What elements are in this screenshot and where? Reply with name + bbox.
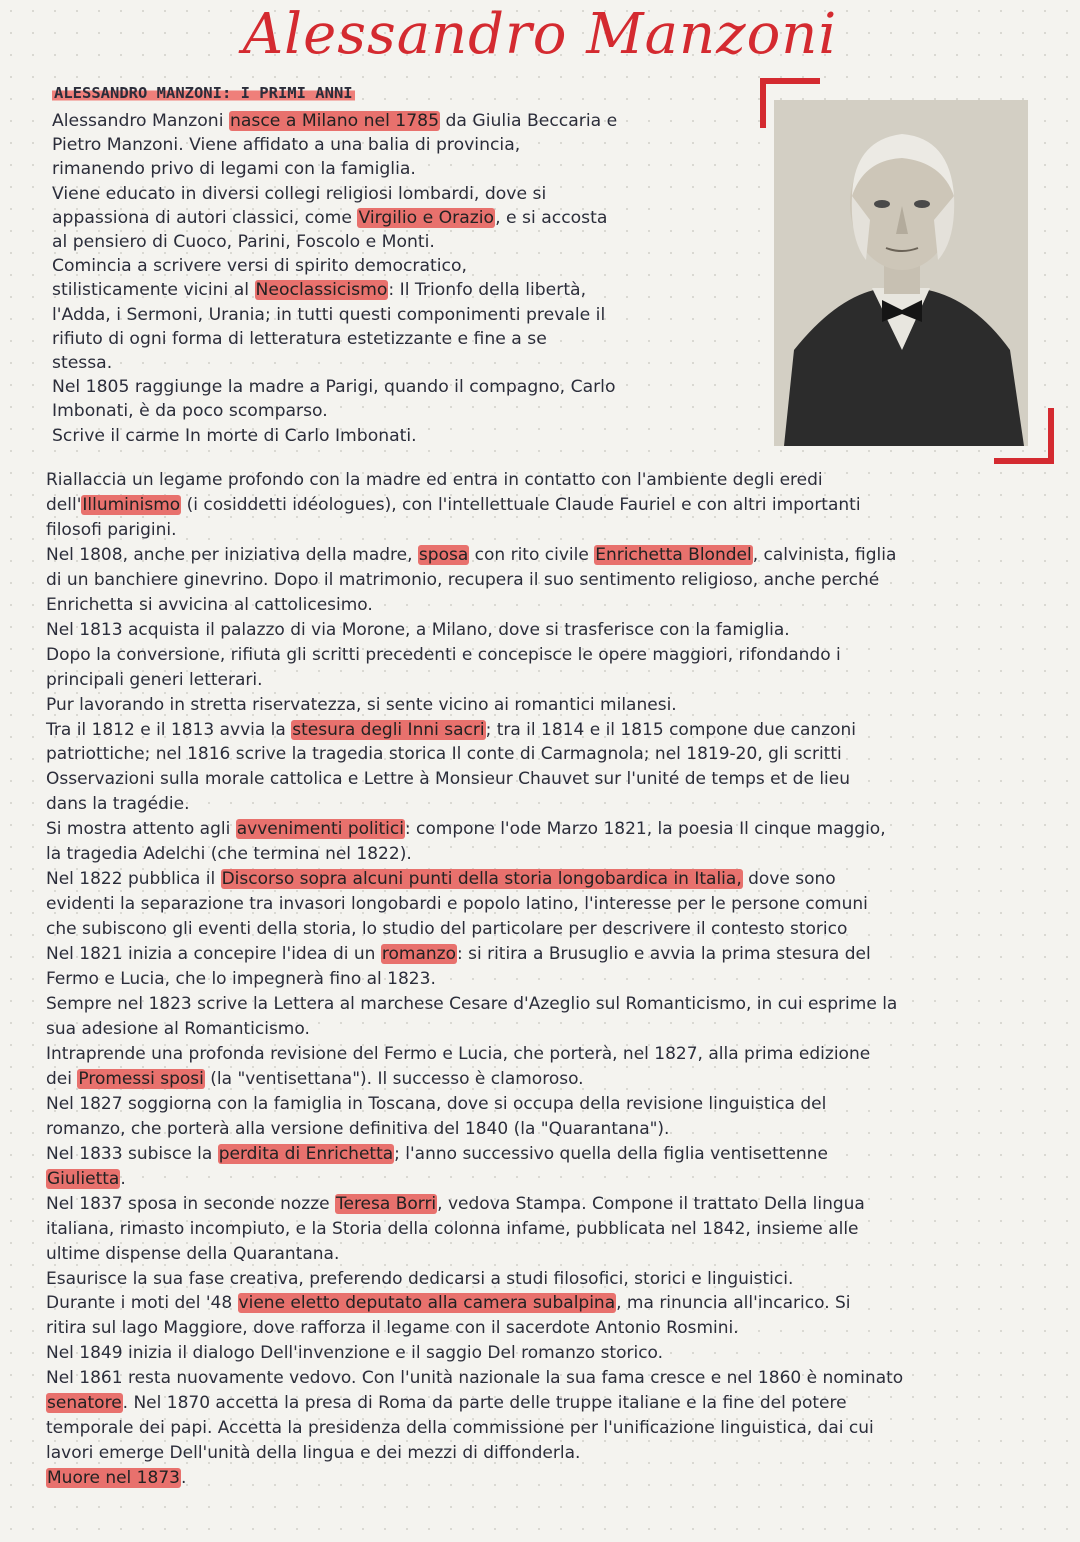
text-line xyxy=(46,792,903,817)
line-text: Nel 1808, anche per iniziativa della madre, xyxy=(46,544,418,565)
text-line xyxy=(46,1416,903,1441)
line-text: dans la tragédie. xyxy=(46,794,190,815)
line-text: Nel 1833 subisce la xyxy=(46,1143,218,1164)
text-line xyxy=(46,867,903,892)
text-line xyxy=(46,1042,903,1067)
text-line xyxy=(46,568,903,593)
text-line xyxy=(46,917,903,942)
line-text: Tra il 1812 e il 1813 avvia la xyxy=(46,719,292,740)
highlighted-text: Enrichetta Blondel xyxy=(595,544,752,565)
line-text: , vedova Stampa. Compone il trattato Della lingua xyxy=(437,1193,865,1214)
text-line xyxy=(46,1142,903,1167)
text-line xyxy=(46,1316,903,1341)
line-text: l'Adda, i Sermoni, Urania; in tutti questi componimenti prevale il xyxy=(52,304,606,325)
highlighted-text: sposa xyxy=(418,544,469,565)
line-text: . xyxy=(120,1168,126,1189)
highlighted-text: stesura degli Inni sacri xyxy=(292,719,485,740)
line-text: che subiscono gli eventi della storia, lo studio del particolare per descrivere il contesto storico xyxy=(46,919,848,940)
corner-bracket-bottom-right xyxy=(994,408,1054,464)
text-line xyxy=(52,399,617,423)
line-text: Scrive il carme In morte di Carlo Imbonati. xyxy=(52,425,417,446)
portrait-engraving xyxy=(774,100,1028,446)
line-text: . xyxy=(180,1468,187,1489)
text-line xyxy=(46,593,903,618)
section-heading: ALESSANDRO MANZONI: I PRIMI ANNI xyxy=(54,84,353,102)
text-line xyxy=(46,1192,903,1217)
line-text: Comincia a scrivere versi di spirito democratico, xyxy=(52,256,467,277)
highlighted-text: nasce a Milano nel 1785 xyxy=(229,111,440,131)
text-line xyxy=(52,278,617,302)
line-text: Imbonati, è da poco scomparso. xyxy=(52,401,328,422)
intro-paragraph xyxy=(52,109,617,448)
highlighted-text: Neoclassicismo xyxy=(255,280,388,301)
line-text: Viene educato in diversi collegi religiosi lombardi, dove si xyxy=(52,183,547,204)
line-text: Durante i moti del '48 xyxy=(46,1293,238,1314)
text-line xyxy=(46,1291,903,1316)
line-text: Pur lavorando in stretta riservatezza, si sente vicino ai romantici milanesi. xyxy=(46,694,677,715)
line-text: ; tra il 1814 e il 1815 compone due canzoni xyxy=(485,719,857,740)
line-text: italiana, rimasto incompiuto, e la Storia della colonna infame, pubblicata nel 1842, insieme alle xyxy=(46,1218,859,1239)
text-line xyxy=(46,468,903,493)
text-line xyxy=(52,206,617,230)
text-line xyxy=(46,892,903,917)
text-line xyxy=(46,767,903,792)
highlighted-text: Giulietta xyxy=(47,1168,120,1189)
line-text: : si ritira a Brusuglio e avvia la prima stesura del xyxy=(456,944,871,965)
page-title: Alessandro Manzoni xyxy=(242,2,838,67)
line-text: la tragedia Adelchi (che termina nel 1822). xyxy=(46,844,412,865)
text-line xyxy=(46,718,903,743)
text-line xyxy=(52,303,617,327)
highlighted-text: Illuminismo xyxy=(82,494,181,515)
text-line xyxy=(46,1167,903,1192)
line-text: : compone l'ode Marzo 1821, la poesia Il cinque maggio, xyxy=(404,819,886,840)
text-line xyxy=(46,493,903,518)
line-text: dove sono xyxy=(742,869,836,890)
text-line xyxy=(52,254,617,278)
line-text: ultime dispense della Quarantana. xyxy=(46,1243,340,1264)
line-text: Osservazioni sulla morale cattolica e Lettre à Monsieur Chauvet sur l'unité de temps et de lieu xyxy=(46,769,851,790)
highlighted-text: viene eletto deputato alla camera subalpina xyxy=(238,1293,616,1314)
line-text: Nel 1822 pubblica il xyxy=(46,869,221,890)
line-text: ; l'anno successivo quella della figlia ventisettenne xyxy=(394,1143,828,1164)
text-line xyxy=(46,668,903,693)
line-text: ritira sul lago Maggiore, dove rafforza il legame con il sacerdote Antonio Rosmini. xyxy=(46,1318,739,1339)
line-text: Nel 1849 inizia il dialogo Dell'invenzione e il saggio Del romanzo storico. xyxy=(46,1343,664,1364)
line-text: romanzo, che porterà alla versione definitiva del 1840 (la "Quarantana"). xyxy=(46,1118,670,1139)
line-text: Riallaccia un legame profondo con la madre ed entra in contatto con l'ambiente degli eredi xyxy=(46,470,823,490)
text-line xyxy=(46,1391,903,1416)
highlighted-text: romanzo xyxy=(381,944,456,965)
text-line xyxy=(46,967,903,992)
line-text: . Nel 1870 accetta la presa di Roma da parte delle truppe italiane e la fine del potere xyxy=(122,1393,847,1414)
line-text: stilisticamente vicini al xyxy=(52,280,255,301)
line-text: dei xyxy=(46,1068,78,1089)
text-line xyxy=(46,643,903,668)
text-line xyxy=(52,351,617,375)
text-line xyxy=(46,543,903,568)
line-text: Dopo la conversione, rifiuta gli scritti precedenti e concepisce le opere maggiori, rifondando i xyxy=(46,644,841,665)
line-text: sua adesione al Romanticismo. xyxy=(46,1018,310,1039)
line-text: principali generi letterari. xyxy=(46,669,263,690)
line-text: (la "ventisettana"). Il successo è clamoroso. xyxy=(204,1068,584,1089)
line-text: Si mostra attento agli xyxy=(46,819,236,840)
text-line xyxy=(46,1242,903,1267)
line-text: Sempre nel 1823 scrive la Lettera al marchese Cesare d'Azeglio sul Romanticismo, in cui esprime la xyxy=(46,994,898,1015)
line-text: temporale dei papi. Accetta la presidenza della commissione per l'unificazione linguistica, dai cui xyxy=(46,1418,874,1439)
text-line xyxy=(46,1341,903,1366)
highlighted-text: Promessi sposi xyxy=(78,1068,204,1089)
highlighted-text: Teresa Borri xyxy=(335,1193,437,1214)
text-line xyxy=(46,1441,903,1466)
highlighted-text: Discorso sopra alcuni punti della storia longobardica in Italia, xyxy=(221,869,742,890)
line-text: Pietro Manzoni. Viene affidato a una balia di provincia, xyxy=(52,135,521,156)
line-text: Nel 1861 resta nuovamente vedovo. Con l'unità nazionale la sua fama cresce e nel 1860 è nominato xyxy=(46,1368,904,1389)
highlighted-text: Muore nel 1873 xyxy=(47,1468,180,1489)
line-text: : Il Trionfo della libertà, xyxy=(388,280,587,301)
text-line xyxy=(52,424,617,448)
line-text: appassiona di autori classici, come xyxy=(52,207,358,228)
highlighted-text: senatore xyxy=(47,1393,122,1414)
line-text: lavori emerge Dell'unità della lingua e dei mezzi di diffonderla. xyxy=(46,1443,581,1464)
text-line xyxy=(46,1067,903,1092)
text-line xyxy=(46,518,903,543)
text-line xyxy=(46,693,903,718)
line-text: rifiuto di ogni forma di letteratura estetizzante e fine a se xyxy=(52,328,547,349)
line-text: rimanendo privo di legami con la famiglia. xyxy=(52,159,416,180)
line-text: Intraprende una profonda revisione del Fermo e Lucia, che porterà, nel 1827, alla prima edizione xyxy=(46,1043,871,1064)
line-text: al pensiero di Cuoco, Parini, Foscolo e Monti. xyxy=(52,232,435,253)
line-text: , calvinista, figlia xyxy=(752,544,897,565)
line-text: evidenti la separazione tra invasori longobardi e popolo latino, l'interesse per le persone comuni xyxy=(46,894,868,915)
line-text: , e si accosta xyxy=(495,207,608,228)
line-text: Nel 1813 acquista il palazzo di via Morone, a Milano, dove si trasferisce con la famiglia. xyxy=(46,619,790,640)
line-text: Alessandro Manzoni xyxy=(52,111,229,131)
line-text: da Giulia Beccaria e xyxy=(440,111,618,131)
highlighted-text: perdita di Enrichetta xyxy=(218,1143,394,1164)
line-text: di un banchiere ginevrino. Dopo il matrimonio, recupera il suo sentimento religioso, anche perché xyxy=(46,569,880,590)
line-text: Fermo e Lucia, che lo impegnerà fino al 1823. xyxy=(46,969,436,990)
line-text: , ma rinuncia all'incarico. Si xyxy=(616,1293,851,1314)
highlighted-text: Virgilio e Orazio xyxy=(358,207,495,228)
text-line xyxy=(52,157,617,181)
line-text: Esaurisce la sua fase creativa, preferendo dedicarsi a studi filosofici, storici e linguistici. xyxy=(46,1268,794,1289)
line-text: Enrichetta si avvicina al cattolicesimo. xyxy=(46,594,373,615)
text-line xyxy=(46,842,903,867)
line-text: (i cosiddetti idéologues), con l'intellettuale Claude Fauriel e con altri importanti xyxy=(181,494,861,515)
text-line xyxy=(52,230,617,254)
text-line xyxy=(46,1117,903,1142)
line-text: dell' xyxy=(46,494,82,515)
text-line xyxy=(46,742,903,767)
text-line xyxy=(46,1217,903,1242)
line-text: Nel 1821 inizia a concepire l'idea di un xyxy=(46,944,381,965)
text-line xyxy=(46,1017,903,1042)
highlighted-text: avvenimenti politici xyxy=(236,819,404,840)
text-line xyxy=(52,327,617,351)
line-text: Nel 1827 soggiorna con la famiglia in Toscana, dove si occupa della revisione linguistica del xyxy=(46,1093,827,1114)
line-text: con rito civile xyxy=(469,544,595,565)
line-text: stessa. xyxy=(52,353,113,374)
text-line xyxy=(46,1366,903,1391)
text-line xyxy=(52,182,617,206)
text-line xyxy=(52,375,617,399)
line-text: filosofi parigini. xyxy=(46,519,177,540)
text-line xyxy=(46,942,903,967)
text-line xyxy=(46,1092,903,1117)
text-line xyxy=(46,1466,903,1491)
text-line xyxy=(52,133,617,157)
text-line xyxy=(52,109,617,133)
line-text: Nel 1805 raggiunge la madre a Parigi, quando il compagno, Carlo xyxy=(52,377,616,398)
main-paragraph xyxy=(46,468,903,1491)
text-line xyxy=(46,817,903,842)
text-line xyxy=(46,992,903,1017)
text-line xyxy=(46,1267,903,1292)
portrait-image xyxy=(774,100,1028,446)
text-line xyxy=(46,618,903,643)
line-text: patriottiche; nel 1816 scrive la tragedia storica Il conte di Carmagnola; nel 1819-20, gli scritti xyxy=(46,744,842,765)
line-text: Nel 1837 sposa in seconde nozze xyxy=(46,1193,335,1214)
